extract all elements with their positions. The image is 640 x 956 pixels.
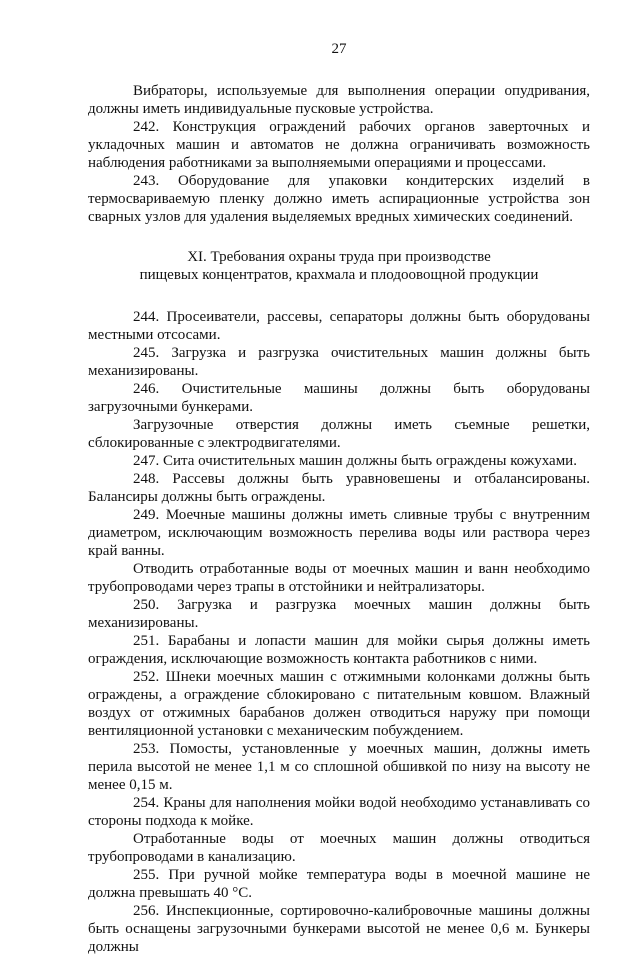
paragraph-245: 245. Загрузка и разгрузка очистительных машин должны быть механизированы.	[88, 345, 590, 379]
paragraph-251: 251. Барабаны и лопасти машин для мойки сырья должны иметь ограждения, исключающие возможность контакта работников с ними.	[88, 633, 590, 667]
paragraph-249-drain: Отводить отработанные воды от моечных машин и ванн необходимо трубопроводами через трапы в отстойники и нейтрализаторы.	[88, 561, 590, 595]
paragraph-243: 243. Оборудование для упаковки кондитерских изделий в термосвариваемую пленку должно иметь аспирационные устройства зон сварных узлов для удаления выделяемых вредных химических соединений.	[88, 173, 590, 225]
section-heading-line2: пищевых концентратов, крахмала и плодоовощной продукции	[139, 267, 539, 283]
paragraph-256: 256. Инспекционные, сортировочно-калибровочные машины должны быть оснащены загрузочными бункерами высотой не менее 0,6 м. Бункеры должны	[88, 903, 590, 955]
paragraph-252: 252. Шнеки моечных машин с отжимными колонками должны быть ограждены, а ограждение сблокировано с питательным ковшом. Влажный воздух от отжимных барабанов должен отводиться наружу при помощи вентиляционной установки с механическим побуждением.	[88, 669, 590, 739]
paragraph-255: 255. При ручной мойке температура воды в моечной машине не должна превышать 40 °C.	[88, 867, 590, 901]
paragraph-246-grates: Загрузочные отверстия должны иметь съемные решетки, сблокированные с электродвигателями.	[88, 417, 590, 451]
paragraph-250: 250. Загрузка и разгрузка моечных машин должны быть механизированы.	[88, 597, 590, 631]
paragraph-242: 242. Конструкция ограждений рабочих органов заверточных и укладочных машин и автоматов не должна ограничивать возможность наблюдения работниками за выполняемыми операциями и процессами.	[88, 119, 590, 171]
paragraph-254: 254. Краны для наполнения мойки водой необходимо устанавливать со стороны подхода к мойке.	[88, 795, 590, 829]
page-number: 27	[331, 41, 347, 57]
section-heading-line1: XI. Требования охраны труда при производстве	[187, 249, 491, 265]
paragraph-vibrators: Вибраторы, используемые для выполнения операции опудривания, должны иметь индивидуальные пусковые устройства.	[88, 83, 590, 117]
paragraph-246: 246. Очистительные машины должны быть оборудованы загрузочными бункерами.	[88, 381, 590, 415]
paragraph-253: 253. Помосты, установленные у моечных машин, должны иметь перила высотой не менее 1,1 м со сплошной обшивкой по низу на высоту не менее 0,15 м.	[88, 741, 590, 793]
section-heading	[88, 248, 590, 284]
paragraph-247: 247. Сита очистительных машин должны быть ограждены кожухами.	[133, 453, 577, 469]
paragraph-254-sewer: Отработанные воды от моечных машин должны отводиться трубопроводами в канализацию.	[88, 831, 590, 865]
paragraph-248: 248. Рассевы должны быть уравновешены и отбалансированы. Балансиры должны быть ограждены.	[88, 471, 590, 505]
paragraph-249: 249. Моечные машины должны иметь сливные трубы с внутренним диаметром, исключающим возможность перелива воды или раствора через край ванны.	[88, 507, 590, 559]
paragraph-244: 244. Просеиватели, рассевы, сепараторы должны быть оборудованы местными отсосами.	[88, 309, 590, 343]
